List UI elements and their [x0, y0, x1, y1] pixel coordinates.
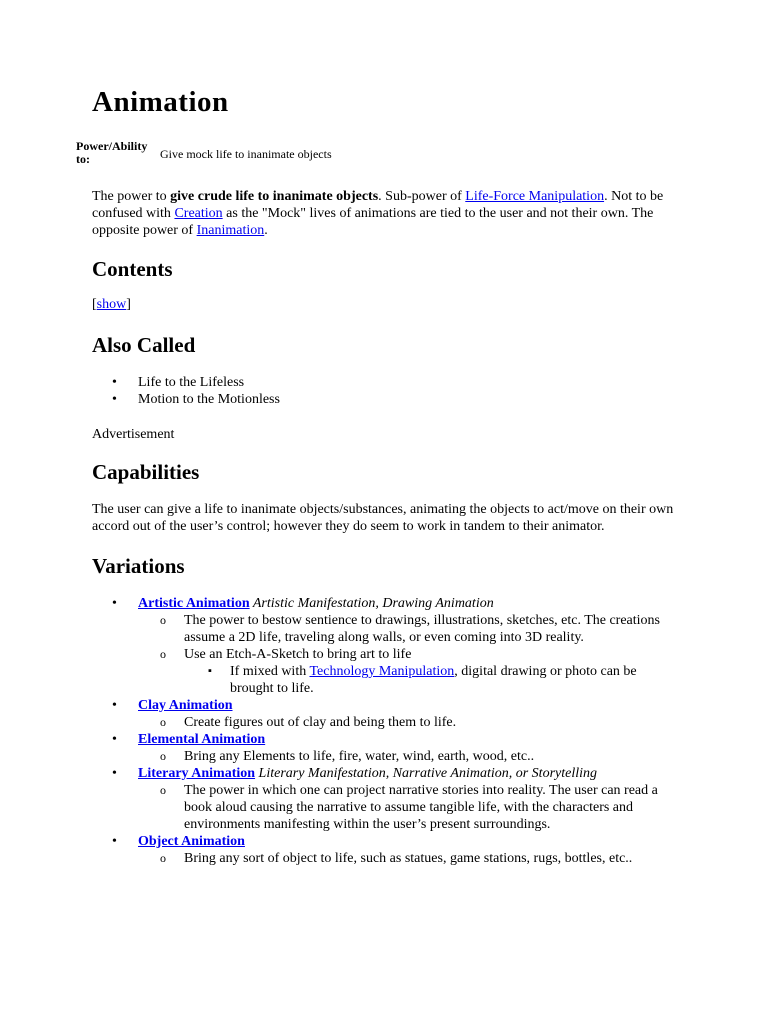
variation-elemental — [92, 731, 682, 765]
alt-names: Artistic Manifestation, Drawing Animation — [249, 596, 494, 611]
sub-list — [138, 612, 682, 697]
link-literary-animation[interactable]: Literary Animation — [138, 766, 256, 781]
sub-item — [138, 646, 682, 697]
list-item: • Motion to the Motionless — [92, 391, 682, 408]
link-clay-animation[interactable]: Clay Animation — [138, 698, 233, 713]
variation-artistic — [92, 595, 682, 697]
intro-text: . Sub-power of — [378, 189, 466, 204]
variation-object — [92, 833, 682, 867]
sub-sub-item — [184, 663, 682, 697]
link-life-force-manipulation[interactable]: Life-Force Manipulation — [465, 189, 605, 204]
intro-text: . — [264, 223, 268, 238]
heading-capabilities: Capabilities — [92, 460, 200, 484]
capabilities-paragraph: The user can give a life to inanimate objects/substances, animating the objects to act/move on their own accord out of the user’s control; however they do seem to work in tandem to their animator. — [92, 502, 674, 534]
sub-item: o The power to bestow sentience to drawings, illustrations, sketches, etc. The creations assume a 2D life, traveling along walls, or even coming into 3D reality. — [138, 612, 682, 646]
heading-contents: Contents — [92, 257, 173, 281]
sub-sub-list — [184, 663, 682, 697]
sub-sub-text: , digital drawing or photo can be brought to life. — [230, 664, 637, 696]
infobox-label: Power/Ability to: — [76, 139, 148, 166]
sub-item: o Bring any sort of object to life, such as statues, game stations, rugs, bottles, etc.. — [138, 850, 682, 867]
link-inanimation[interactable]: Inanimation — [196, 223, 265, 238]
variations-list — [92, 595, 682, 867]
alt-names: Literary Manifestation, Narrative Animation, or Storytelling — [255, 766, 598, 781]
sub-item: o Bring any Elements to life, fire, water, wind, earth, wood, etc.. — [138, 748, 682, 765]
infobox-value: Give mock life to inanimate objects — [160, 147, 332, 161]
variation-clay — [92, 697, 682, 731]
intro-text: The power to — [92, 189, 171, 204]
infobox — [76, 140, 332, 166]
link-artistic-animation[interactable]: Artistic Animation — [138, 596, 250, 611]
sub-list — [138, 850, 682, 867]
sub-sub-text: If mixed with — [230, 664, 310, 679]
link-technology-manipulation[interactable]: Technology Manipulation — [309, 664, 455, 679]
sub-list — [138, 748, 682, 765]
intro-paragraph — [92, 188, 682, 242]
contents-toggle — [92, 296, 682, 313]
sub-list — [138, 782, 682, 833]
list-item: • Life to the Lifeless — [92, 374, 682, 391]
intro-text: as the "Mock" lives of animations are tied to the user and not their own. The opposite power of — [92, 206, 654, 238]
bracket-close: ] — [126, 297, 131, 312]
heading-also-called: Also Called — [92, 333, 196, 357]
intro-text: . Not to be confused with — [92, 189, 664, 221]
heading-variations: Variations — [92, 554, 185, 578]
bracket-open: [ — [92, 297, 97, 312]
sub-list — [138, 714, 682, 731]
link-creation[interactable]: Creation — [174, 206, 223, 221]
sub-item: o Create figures out of clay and being them to life. — [138, 714, 682, 731]
link-object-animation[interactable]: Object Animation — [138, 834, 245, 849]
sub-item-text: Use an Etch-A-Sketch to bring art to life — [184, 647, 412, 662]
advertisement-label: Advertisement — [92, 427, 175, 442]
show-contents-link[interactable]: show — [96, 297, 127, 312]
page-title: Animation — [92, 86, 229, 118]
sub-item: o The power in which one can project narrative stories into reality. The user can read a book aloud causing the narrative to assume tangible life, with the characters and environments manifesting within the user’s present surroundings. — [138, 782, 682, 833]
intro-bold: give crude life to inanimate objects — [170, 189, 379, 204]
variation-literary — [92, 765, 682, 833]
link-elemental-animation[interactable]: Elemental Animation — [138, 732, 266, 747]
article-content — [92, 188, 682, 867]
also-called-list — [92, 374, 682, 408]
